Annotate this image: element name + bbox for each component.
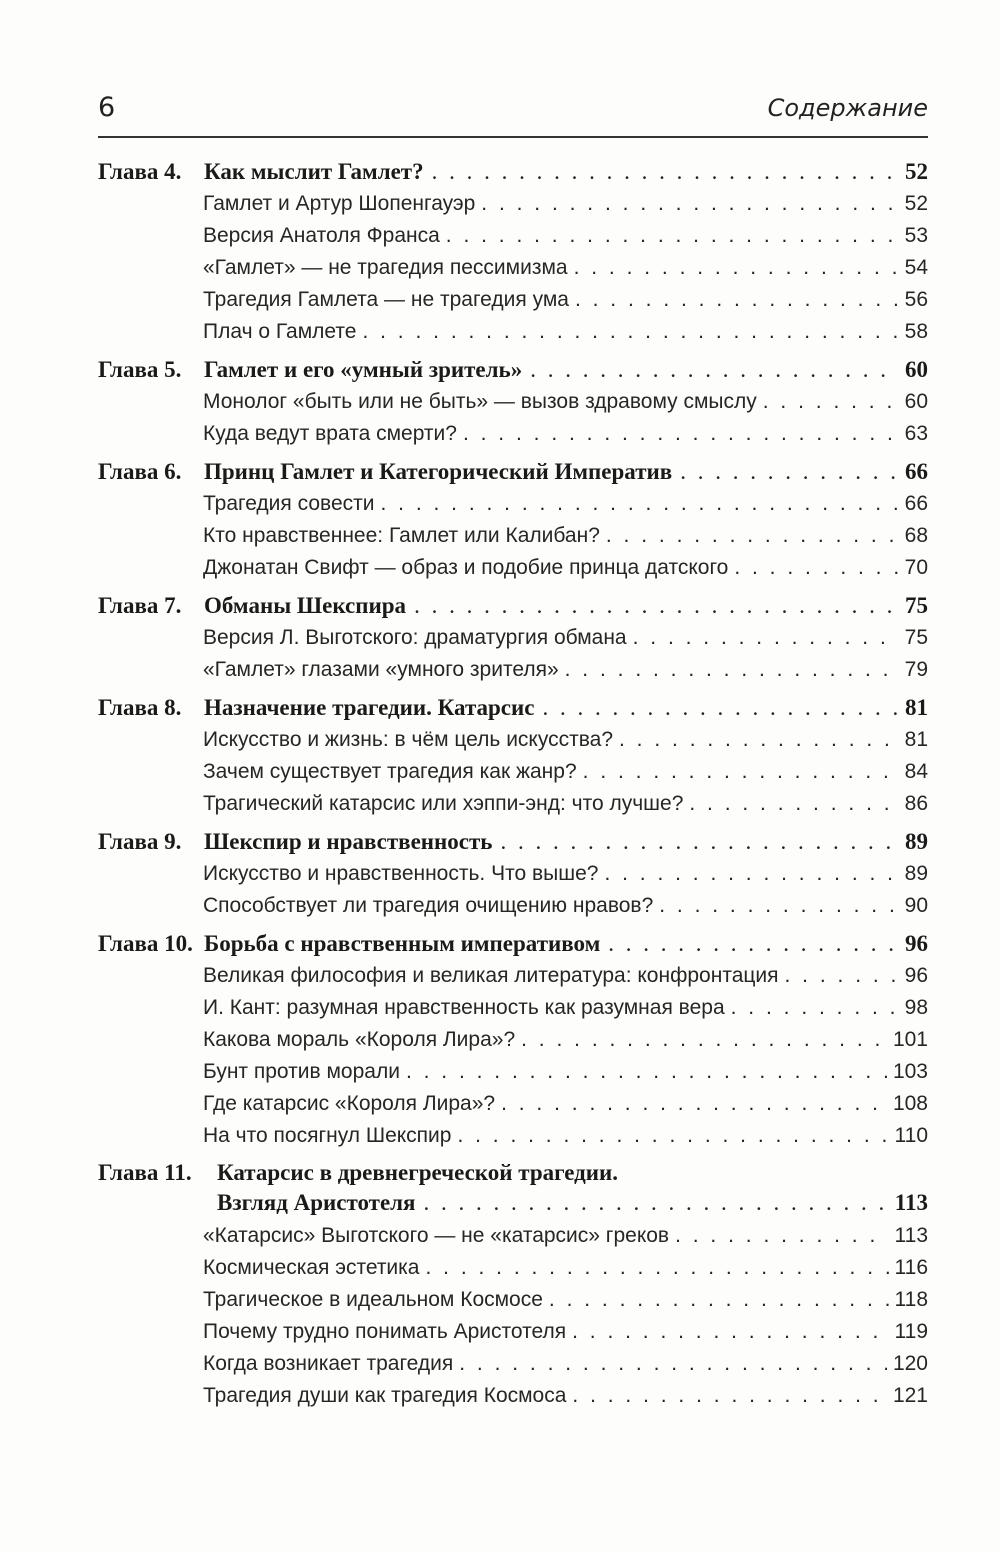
toc-entry-title: Монолог «быть или не быть» — вызов здравому смыслу bbox=[203, 390, 757, 413]
toc-entry[interactable] bbox=[98, 1220, 928, 1252]
dot-leader bbox=[572, 1380, 887, 1412]
dot-leader bbox=[633, 622, 899, 654]
dot-leader bbox=[521, 1024, 887, 1056]
toc-entry-page-number: 75 bbox=[904, 626, 928, 649]
toc-entry-title: Где катарсис «Короля Лира»? bbox=[203, 1092, 496, 1115]
dot-leader bbox=[481, 188, 898, 220]
chapter-block bbox=[98, 456, 928, 584]
toc-entry-title: Способствует ли трагедия очищению нравов? bbox=[203, 894, 654, 917]
toc-entry-page-number: 120 bbox=[892, 1352, 928, 1375]
dot-leader bbox=[362, 316, 898, 348]
toc-entry[interactable] bbox=[98, 284, 928, 316]
toc-entry-title: Великая философия и великая литература: конфронтация bbox=[203, 964, 779, 987]
toc-entry-title: Когда возникает трагедия bbox=[203, 1352, 454, 1375]
toc-entry-title: Кто нравственнее: Гамлет или Калибан? bbox=[203, 524, 600, 547]
page-number: 6 bbox=[98, 92, 116, 123]
dot-leader bbox=[432, 156, 897, 188]
chapter-page-number: 60 bbox=[905, 357, 928, 382]
dot-leader bbox=[575, 284, 899, 316]
toc-entry[interactable] bbox=[98, 252, 928, 284]
toc-entry-page-number: 116 bbox=[894, 1256, 928, 1279]
toc-entry[interactable] bbox=[98, 622, 928, 654]
dot-leader bbox=[414, 590, 897, 622]
dot-leader bbox=[574, 252, 899, 284]
dot-leader bbox=[785, 960, 899, 992]
toc-entry-page-number: 81 bbox=[904, 728, 928, 751]
chapter-heading[interactable] bbox=[98, 692, 928, 724]
toc-entry-title: Зачем существует трагедия как жанр? bbox=[203, 760, 577, 783]
toc-entry-page-number: 119 bbox=[894, 1320, 928, 1343]
toc-entry-title: Трагедия души как трагедия Космоса bbox=[203, 1384, 567, 1407]
toc-entry-title: На что посягнул Шекспир bbox=[203, 1124, 452, 1147]
toc-entry-title: Трагический катарсис или хэппи-энд: что лучше? bbox=[203, 792, 684, 815]
toc-entry[interactable] bbox=[98, 316, 928, 348]
toc-entry[interactable] bbox=[98, 418, 928, 450]
toc-entry-title: Трагедия Гамлета — не трагедия ума bbox=[203, 288, 569, 311]
chapter-block bbox=[98, 156, 928, 348]
chapter-block bbox=[98, 826, 928, 922]
dot-leader bbox=[459, 1348, 887, 1380]
toc-entry-title: Искусство и жизнь: в чём цель искусства? bbox=[203, 728, 614, 751]
chapter-label: Глава 6. bbox=[98, 459, 182, 484]
toc-entry-page-number: 113 bbox=[894, 1224, 928, 1247]
chapter-heading[interactable] bbox=[98, 928, 928, 960]
toc-entry-title: «Гамлет» — не трагедия пессимизма bbox=[203, 256, 568, 279]
chapter-heading[interactable] bbox=[98, 354, 928, 386]
toc-entry-page-number: 86 bbox=[904, 792, 928, 815]
toc-entry[interactable] bbox=[98, 1284, 928, 1316]
chapter-block bbox=[98, 692, 928, 820]
dot-leader bbox=[406, 1056, 887, 1088]
toc-entry[interactable] bbox=[98, 992, 928, 1024]
toc-entry-page-number: 60 bbox=[904, 390, 928, 413]
table-of-contents bbox=[98, 150, 928, 1414]
chapter-title: Шекспир и нравственность bbox=[204, 829, 493, 854]
chapter-label: Глава 9. bbox=[98, 829, 182, 854]
dot-leader bbox=[424, 1188, 887, 1218]
toc-entry[interactable] bbox=[98, 724, 928, 756]
toc-entry-title: Куда ведут врата смерти? bbox=[203, 422, 457, 445]
dot-leader bbox=[689, 788, 898, 820]
toc-entry-title: Трагедия совести bbox=[203, 492, 375, 515]
toc-entry-page-number: 110 bbox=[894, 1124, 928, 1147]
toc-entry[interactable] bbox=[98, 520, 928, 552]
toc-entry-page-number: 58 bbox=[904, 320, 928, 343]
toc-entry-title: Почему трудно понимать Аристотеля bbox=[203, 1320, 567, 1343]
toc-entry[interactable] bbox=[98, 858, 928, 890]
dot-leader bbox=[446, 220, 899, 252]
section-title: Содержание bbox=[767, 94, 928, 122]
chapter-label: Глава 11. bbox=[98, 1160, 192, 1185]
toc-entry-title: Искусство и нравственность. Что выше? bbox=[203, 862, 599, 885]
toc-entry-title: Бунт против морали bbox=[203, 1060, 400, 1083]
chapter-page-number: 113 bbox=[894, 1190, 928, 1215]
dot-leader bbox=[619, 724, 899, 756]
dot-leader bbox=[608, 928, 897, 960]
chapter-block bbox=[98, 928, 928, 1152]
dot-leader bbox=[604, 858, 898, 890]
toc-entry-title: Какова мораль «Короля Лира»? bbox=[203, 1028, 516, 1051]
toc-entry-page-number: 103 bbox=[892, 1060, 928, 1083]
chapter-title: Гамлет и его «умный зритель» bbox=[204, 357, 523, 382]
chapter-label: Глава 5. bbox=[98, 357, 182, 382]
chapter-title-continued: Взгляд Аристотеля bbox=[217, 1190, 416, 1215]
dot-leader bbox=[457, 1120, 888, 1152]
chapter-heading[interactable] bbox=[98, 590, 928, 622]
toc-entry-page-number: 118 bbox=[894, 1288, 928, 1311]
chapter-heading[interactable] bbox=[98, 156, 928, 188]
toc-entry[interactable] bbox=[98, 654, 928, 686]
toc-entry-title: Джонатан Свифт — образ и подобие принца датского bbox=[203, 556, 729, 579]
toc-entry[interactable] bbox=[98, 960, 928, 992]
chapter-heading[interactable] bbox=[98, 456, 928, 488]
chapter-page-number: 89 bbox=[905, 829, 928, 854]
toc-entry-page-number: 52 bbox=[904, 192, 928, 215]
toc-entry[interactable] bbox=[98, 1380, 928, 1412]
toc-entry-title: Гамлет и Артур Шопенгауэр bbox=[203, 192, 476, 215]
toc-entry-page-number: 70 bbox=[904, 556, 928, 579]
toc-entry[interactable] bbox=[98, 488, 928, 520]
chapter-label: Глава 8. bbox=[98, 695, 182, 720]
chapter-heading-continued[interactable] bbox=[98, 1188, 928, 1220]
chapter-title: Назначение трагедии. Катарсис bbox=[204, 695, 535, 720]
chapter-page-number: 66 bbox=[905, 459, 928, 484]
dot-leader bbox=[763, 386, 899, 418]
chapter-page-number: 75 bbox=[905, 593, 928, 618]
toc-entry[interactable] bbox=[98, 188, 928, 220]
toc-entry-title: И. Кант: разумная нравственность как разумная вера bbox=[203, 996, 725, 1019]
toc-entry-title: «Катарсис» Выготского — не «катарсис» греков bbox=[203, 1224, 670, 1247]
toc-entry[interactable] bbox=[98, 788, 928, 820]
dot-leader bbox=[675, 1220, 888, 1252]
chapter-page-number: 81 bbox=[905, 695, 928, 720]
toc-entry[interactable] bbox=[98, 220, 928, 252]
toc-entry-page-number: 54 bbox=[904, 256, 928, 279]
header-rule bbox=[98, 136, 928, 138]
chapter-title: Борьба с нравственным императивом bbox=[204, 931, 601, 956]
chapter-label: Глава 10. bbox=[98, 931, 193, 956]
toc-entry-title: Версия Анатоля Франса bbox=[203, 224, 440, 247]
dot-leader bbox=[426, 1252, 889, 1284]
chapter-block bbox=[98, 1158, 928, 1412]
toc-entry-page-number: 63 bbox=[904, 422, 928, 445]
toc-entry-title: «Гамлет» глазами «умного зрителя» bbox=[203, 658, 559, 681]
toc-entry-page-number: 56 bbox=[904, 288, 928, 311]
chapter-title: Как мыслит Гамлет? bbox=[204, 159, 424, 184]
toc-entry-page-number: 79 bbox=[904, 658, 928, 681]
toc-entry-page-number: 68 bbox=[904, 524, 928, 547]
toc-entry[interactable] bbox=[98, 890, 928, 922]
toc-entry-page-number: 96 bbox=[904, 964, 928, 987]
chapter-block bbox=[98, 590, 928, 686]
dot-leader bbox=[680, 456, 897, 488]
chapter-heading[interactable] bbox=[98, 826, 928, 858]
chapter-page-number: 52 bbox=[905, 159, 928, 184]
chapter-heading[interactable] bbox=[98, 1158, 928, 1188]
dot-leader bbox=[572, 1316, 888, 1348]
toc-entry[interactable] bbox=[98, 1120, 928, 1152]
dot-leader bbox=[549, 1284, 889, 1316]
toc-entry-title: Трагическое в идеальном Космосе bbox=[203, 1288, 543, 1311]
toc-entry[interactable] bbox=[98, 756, 928, 788]
chapter-label: Глава 7. bbox=[98, 593, 182, 618]
dot-leader bbox=[500, 826, 897, 858]
chapter-title: Обманы Шекспира bbox=[204, 593, 407, 618]
toc-entry-page-number: 89 bbox=[904, 862, 928, 885]
toc-entry-page-number: 121 bbox=[892, 1384, 928, 1407]
toc-entry[interactable] bbox=[98, 1088, 928, 1120]
dot-leader bbox=[380, 488, 898, 520]
dot-leader bbox=[734, 552, 898, 584]
chapter-block bbox=[98, 354, 928, 450]
toc-entry-page-number: 84 bbox=[904, 760, 928, 783]
chapter-label: Глава 4. bbox=[98, 159, 182, 184]
dot-leader bbox=[583, 756, 899, 788]
toc-entry-page-number: 66 bbox=[904, 492, 928, 515]
chapter-title: Катарсис в древнегреческой трагедии. bbox=[217, 1160, 619, 1185]
toc-entry[interactable] bbox=[98, 1024, 928, 1056]
toc-entry[interactable] bbox=[98, 1348, 928, 1380]
toc-entry-page-number: 98 bbox=[904, 996, 928, 1019]
toc-entry-page-number: 101 bbox=[892, 1028, 928, 1051]
dot-leader bbox=[731, 992, 899, 1024]
toc-entry-page-number: 53 bbox=[904, 224, 928, 247]
toc-entry-title: Версия Л. Выготского: драматургия обмана bbox=[203, 626, 627, 649]
dot-leader bbox=[463, 418, 899, 450]
toc-entry-page-number: 90 bbox=[904, 894, 928, 917]
running-header bbox=[98, 92, 928, 132]
toc-entry[interactable] bbox=[98, 552, 928, 584]
dot-leader bbox=[606, 520, 899, 552]
dot-leader bbox=[530, 354, 897, 386]
toc-entry-page-number: 108 bbox=[892, 1092, 928, 1115]
toc-entry-title: Плач о Гамлете bbox=[203, 320, 357, 343]
toc-entry[interactable] bbox=[98, 386, 928, 418]
toc-entry[interactable] bbox=[98, 1316, 928, 1348]
dot-leader bbox=[659, 890, 898, 922]
dot-leader bbox=[565, 654, 899, 686]
toc-entry[interactable] bbox=[98, 1252, 928, 1284]
dot-leader bbox=[501, 1088, 887, 1120]
dot-leader bbox=[542, 692, 897, 724]
chapter-title: Принц Гамлет и Категорический Императив bbox=[204, 459, 673, 484]
toc-entry[interactable] bbox=[98, 1056, 928, 1088]
chapter-page-number: 96 bbox=[905, 931, 928, 956]
toc-entry-title: Космическая эстетика bbox=[203, 1256, 420, 1279]
